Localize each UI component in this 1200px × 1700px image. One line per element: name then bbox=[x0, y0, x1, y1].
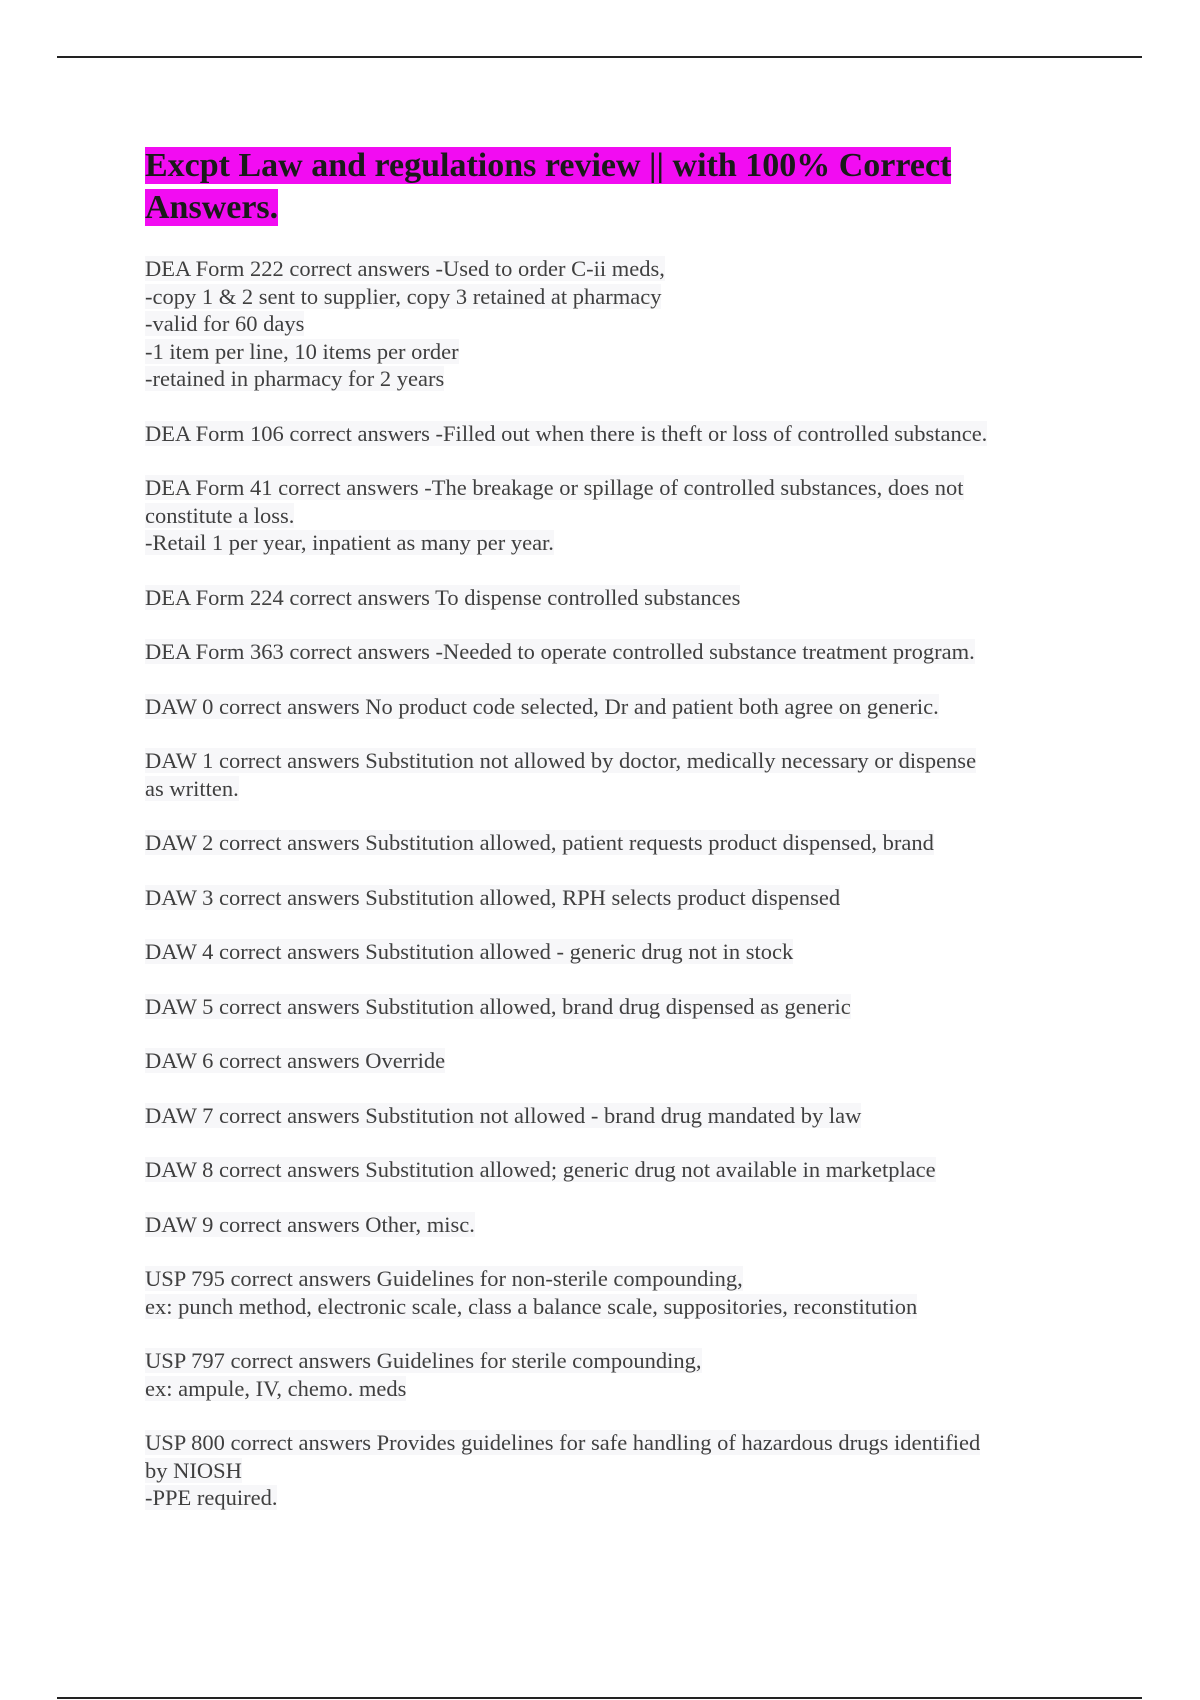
entry-line bbox=[145, 747, 1075, 775]
entry-line bbox=[145, 884, 1075, 912]
entry-line bbox=[145, 638, 1075, 666]
entry-dea-form-106 bbox=[145, 420, 1075, 448]
entry-line-text: DAW 6 correct answers Override bbox=[145, 1048, 446, 1073]
entry-usp-795 bbox=[145, 1265, 1075, 1320]
entry-line-text: -1 item per line, 10 items per order bbox=[145, 338, 459, 364]
document-body bbox=[145, 145, 1075, 1539]
entry-line bbox=[145, 1457, 1075, 1485]
entry-line bbox=[145, 775, 1075, 803]
entry-line bbox=[145, 283, 1075, 311]
entry-line-text: as written. bbox=[145, 775, 239, 801]
entry-line bbox=[145, 1211, 1075, 1239]
document-title bbox=[145, 145, 1075, 229]
entry-line-text: DEA Form 41 correct answers -The breakage or spillage of controlled substances, does not bbox=[145, 475, 964, 500]
entry-line bbox=[145, 310, 1075, 338]
entry-line-text: -Retail 1 per year, inpatient as many per year. bbox=[145, 530, 554, 555]
entry-line bbox=[145, 1375, 1075, 1403]
entry-line-text: DAW 8 correct answers Substitution allowed; generic drug not available in marketplace bbox=[145, 1157, 936, 1182]
entry-line bbox=[145, 529, 1075, 557]
entry-daw-1 bbox=[145, 747, 1075, 802]
entry-line-text: USP 797 correct answers Guidelines for sterile compounding, bbox=[145, 1348, 702, 1373]
entry-line bbox=[145, 938, 1075, 966]
entry-line bbox=[145, 1102, 1075, 1130]
title-highlight: Excpt Law and regulations review || with 100% Correct Answers. bbox=[145, 147, 952, 226]
entry-usp-800 bbox=[145, 1429, 1075, 1512]
entry-line bbox=[145, 1429, 1075, 1457]
entry-daw-3 bbox=[145, 884, 1075, 912]
entry-line-text: DAW 9 correct answers Other, misc. bbox=[145, 1211, 475, 1237]
bottom-rule bbox=[57, 1697, 1142, 1699]
entry-line bbox=[145, 338, 1075, 366]
entry-line bbox=[145, 1047, 1075, 1075]
entry-line-text: USP 795 correct answers Guidelines for non-sterile compounding, bbox=[145, 1266, 743, 1291]
entry-daw-7 bbox=[145, 1102, 1075, 1130]
entry-line-text: DEA Form 106 correct answers -Filled out when there is theft or loss of controlled substance. bbox=[145, 420, 988, 446]
entry-dea-form-363 bbox=[145, 638, 1075, 666]
entry-daw-0 bbox=[145, 693, 1075, 721]
entry-line-text: DAW 0 correct answers No product code selected, Dr and patient both agree on generic. bbox=[145, 693, 939, 719]
entry-line-text: -retained in pharmacy for 2 years bbox=[145, 366, 445, 391]
entry-line bbox=[145, 993, 1075, 1021]
entry-line-text: USP 800 correct answers Provides guidelines for safe handling of hazardous drugs identified bbox=[145, 1430, 981, 1455]
entry-line-text: DEA Form 224 correct answers To dispense controlled substances bbox=[145, 584, 741, 610]
entry-line bbox=[145, 584, 1075, 612]
entry-line-text: DAW 7 correct answers Substitution not allowed - brand drug mandated by law bbox=[145, 1102, 862, 1128]
entry-line bbox=[145, 1265, 1075, 1293]
entry-line bbox=[145, 1156, 1075, 1184]
entry-line bbox=[145, 1484, 1075, 1512]
entry-line-text: DEA Form 363 correct answers -Needed to operate controlled substance treatment program. bbox=[145, 639, 975, 664]
entry-line bbox=[145, 502, 1075, 530]
entry-line bbox=[145, 365, 1075, 393]
entry-line-text: DAW 4 correct answers Substitution allowed - generic drug not in stock bbox=[145, 939, 794, 964]
entry-line-text: DAW 3 correct answers Substitution allowed, RPH selects product dispensed bbox=[145, 884, 841, 910]
entry-daw-6 bbox=[145, 1047, 1075, 1075]
entry-line bbox=[145, 1293, 1075, 1321]
entry-line-text: DEA Form 222 correct answers -Used to order C-ii meds, bbox=[145, 256, 665, 281]
entry-daw-8 bbox=[145, 1156, 1075, 1184]
entry-dea-form-41 bbox=[145, 474, 1075, 557]
entry-line-text: constitute a loss. bbox=[145, 502, 295, 528]
entry-line bbox=[145, 693, 1075, 721]
entry-line-text: -valid for 60 days bbox=[145, 311, 305, 336]
entry-line-text: -copy 1 & 2 sent to supplier, copy 3 retained at pharmacy bbox=[145, 283, 662, 309]
entry-line-text: DAW 1 correct answers Substitution not allowed by doctor, medically necessary or dispense bbox=[145, 748, 977, 773]
entry-line bbox=[145, 474, 1075, 502]
entry-dea-form-222 bbox=[145, 255, 1075, 393]
entry-line bbox=[145, 255, 1075, 283]
entry-line-text: DAW 2 correct answers Substitution allowed, patient requests product dispensed, brand bbox=[145, 830, 934, 855]
entry-line-text: -PPE required. bbox=[145, 1485, 278, 1510]
entry-line bbox=[145, 420, 1075, 448]
entry-daw-4 bbox=[145, 938, 1075, 966]
entry-dea-form-224 bbox=[145, 584, 1075, 612]
entry-line-text: DAW 5 correct answers Substitution allowed, brand drug dispensed as generic bbox=[145, 993, 851, 1019]
entry-daw-9 bbox=[145, 1211, 1075, 1239]
entry-line bbox=[145, 1347, 1075, 1375]
entry-line-text: ex: ampule, IV, chemo. meds bbox=[145, 1375, 407, 1401]
entry-line-text: ex: punch method, electronic scale, class a balance scale, suppositories, reconstitution bbox=[145, 1293, 918, 1319]
top-rule bbox=[57, 56, 1142, 58]
entry-line bbox=[145, 829, 1075, 857]
entry-line-text: by NIOSH bbox=[145, 1457, 242, 1483]
entry-daw-2 bbox=[145, 829, 1075, 857]
entry-daw-5 bbox=[145, 993, 1075, 1021]
entry-usp-797 bbox=[145, 1347, 1075, 1402]
